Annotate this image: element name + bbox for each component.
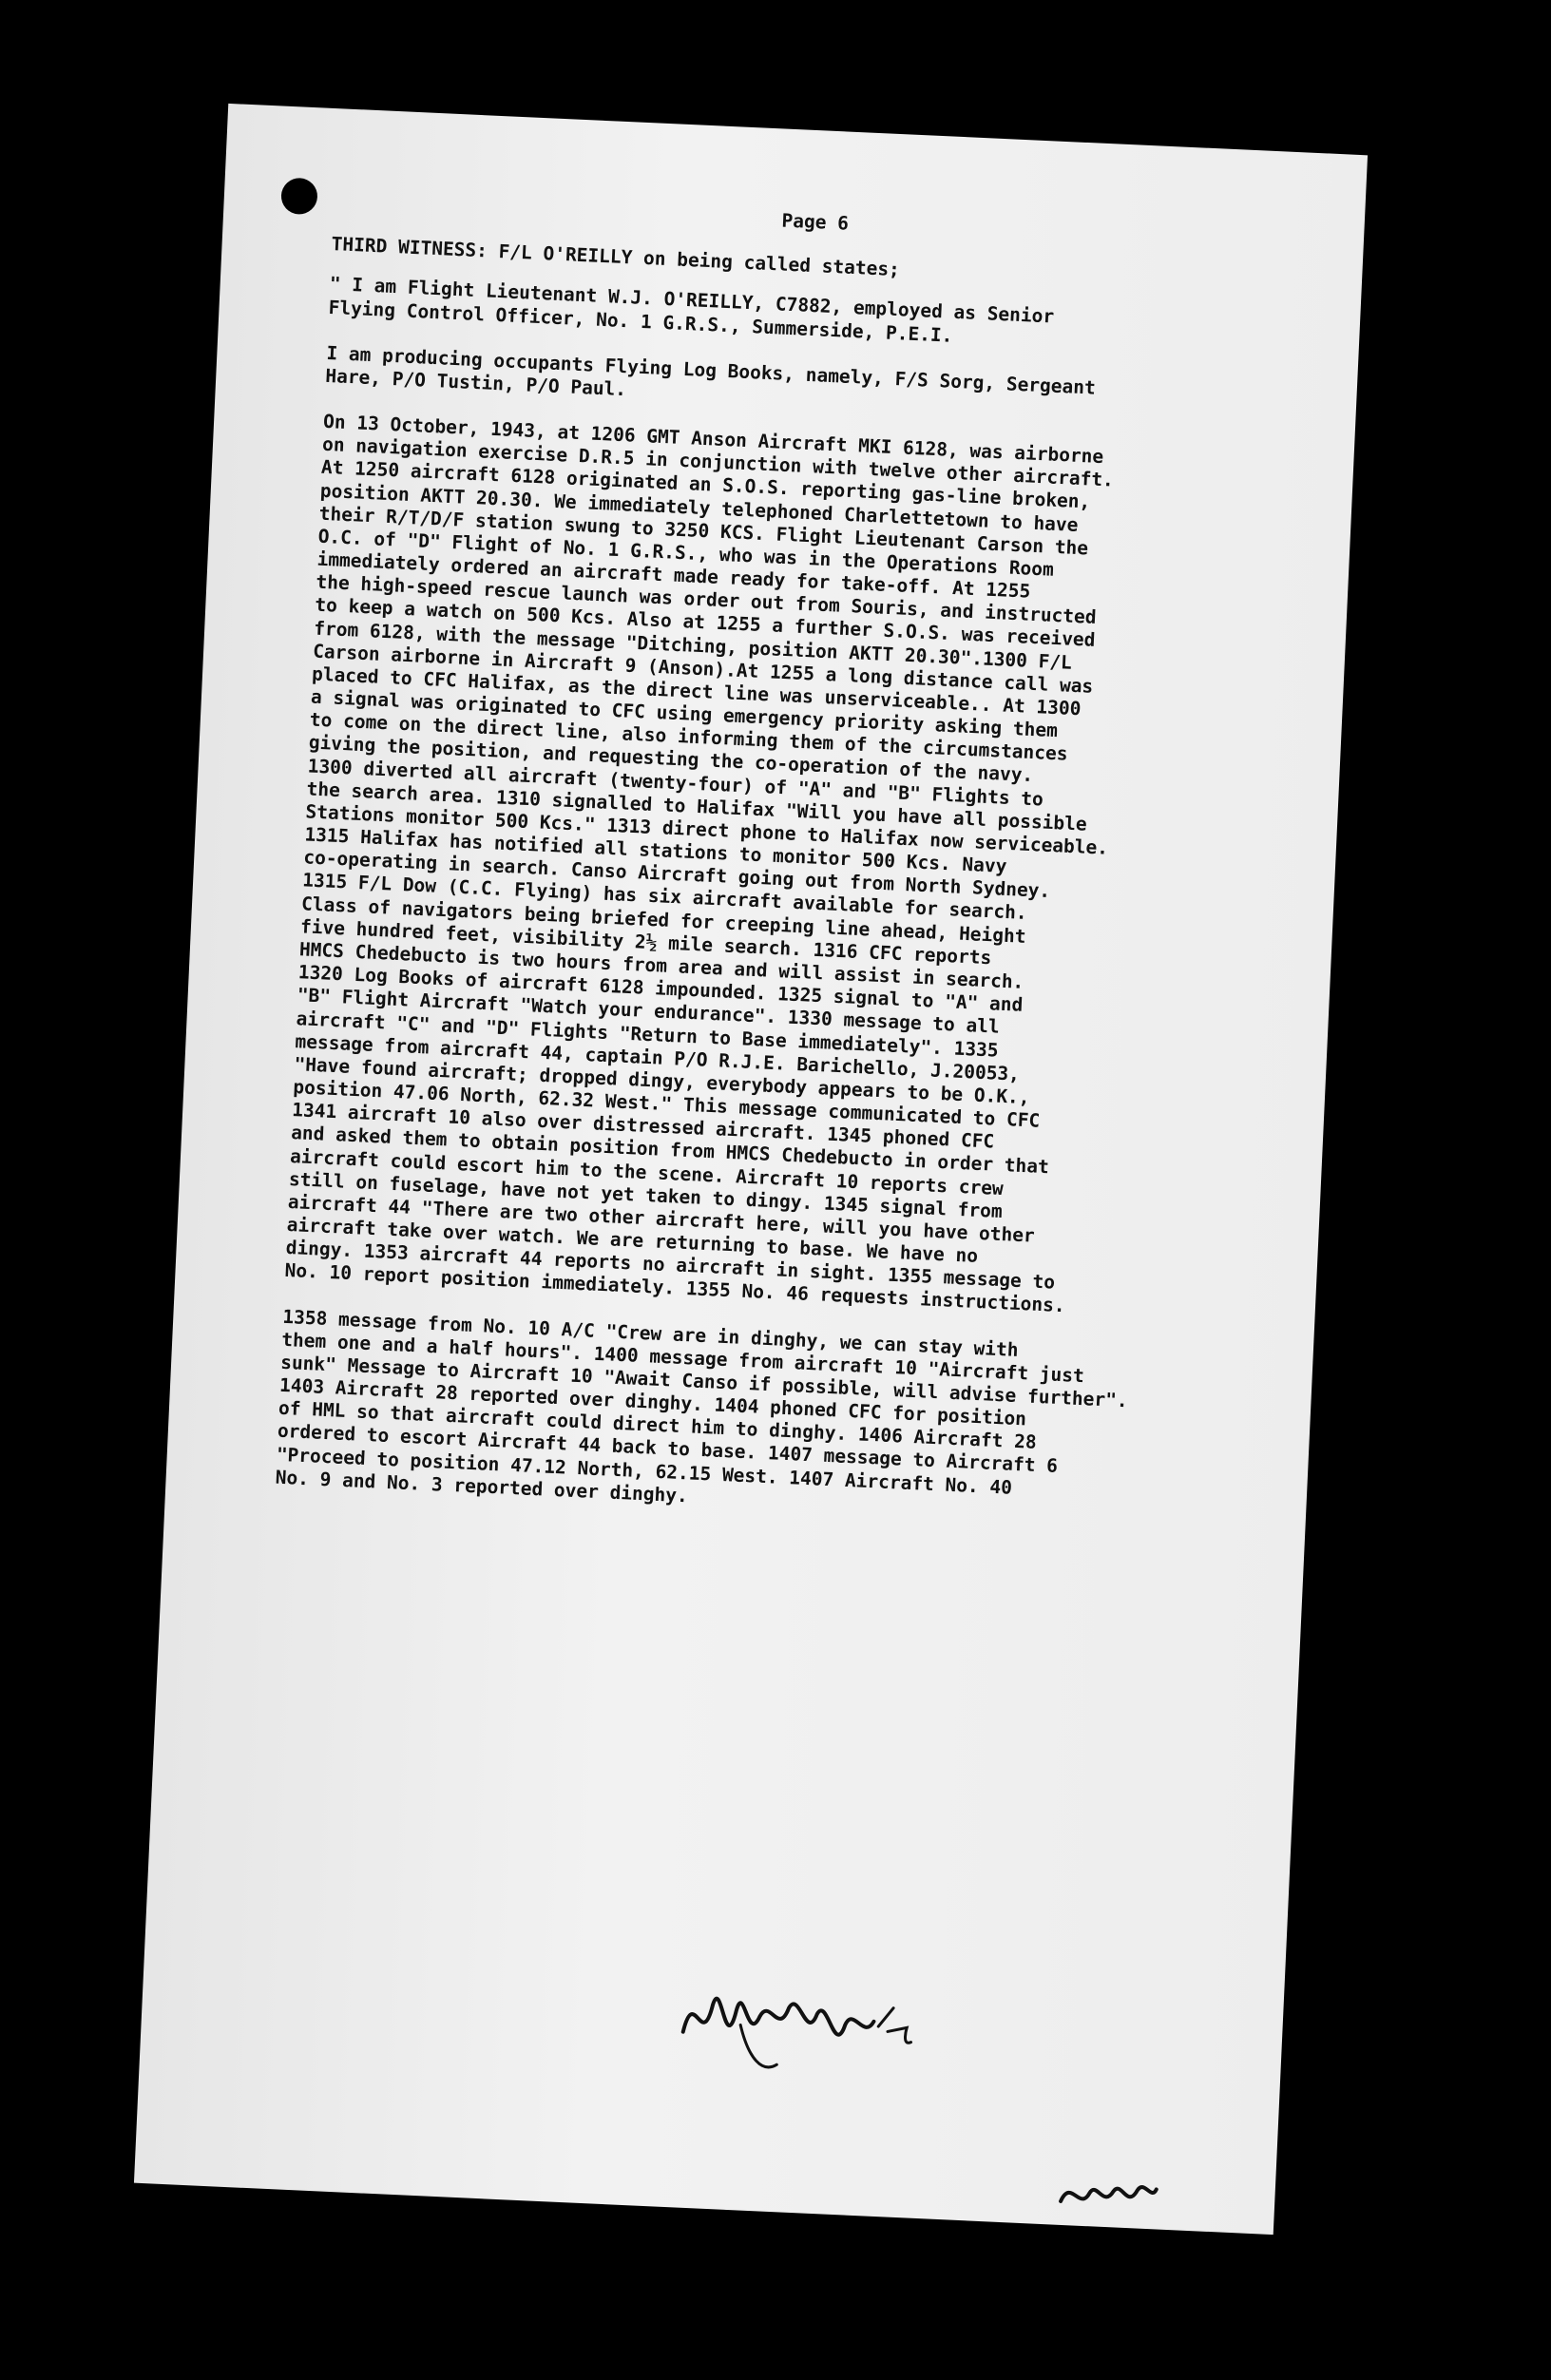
witness-heading: THIRD WITNESS: F/L O'REILLY on being called states; [331,233,901,281]
punch-hole [280,178,318,216]
handwritten-initials [1055,2168,1161,2220]
document-page [134,104,1368,2235]
handwritten-signature [671,1965,923,2090]
statement-paragraph: " I am Flight Lieutenant W.J. O'REILLY, C7882, employed as Senior Flying Control Officer, No. 1 G.R.S., Summerside, P.E.I. [328,273,1055,347]
page-number: Page 6 [781,209,850,235]
statement-paragraph: I am producing occupants Flying Log Books, namely, F/S Sorg, Sergeant Hare, P/O Tustin, P/O Paul. [324,341,1097,401]
statement-paragraph: On 13 October, 1943, at 1206 GMT Anson Aircraft MKI 6128, was airborne on navigation exercise D.R.5 in conjunction with twelve other aircraft. At 1250 aircraft 6128 originated an S.O.S. reporting gas-line broken, position AKTT 20.30. We immediately telephoned Charlettetown to have their R/T/D/F station swung to 3250 KCS. Flight Lieutenant Carson the O.C. of "D" Flight of No. 1 G.R.S., who was in the Operations Room immediately ordered an aircraft made ready for take-off. At 1255 the high-speed rescue launch was order out from Souris, and instructed to keep a watch on 500 Kcs. Also at 1255 a further S.O.S. was received from 6128, with the message "Ditching, position AKTT 20.30".1300 F/L Carson airborne in Aircraft 9 (Anson).At 1255 a long distance call was placed to CFC Halifax, as the direct line was unserviceable.. At 1300 a signal was originated to CFC using emergency priority asking them to come on the direct line, also informing them of the circumstances giving the position, and requesting the co-operation of the navy. 1300 diverted all aircraft (twenty-four) of "A" and "B" Flights to the search area. 1310 signalled to Halifax "Will you have all possible Stations monitor 500 Kcs." 1313 direct phone to Halifax now serviceable. 1315 Halifax has notified all stations to monitor 500 Kcs. Navy co-operating in search. Canso Aircraft going out from North Sydney. 1315 F/L Dow (C.C. Flying) has six aircraft available for search. Class of navigators being briefed for creeping line ahead, Height five hundred feet, visibility 2½ mile search. 1316 CFC reports HMCS Chedebucto is two hours from area and will assist in search. 1320 Log Books of aircraft 6128 impounded. 1325 signal to "A" and "B" Flight Aircraft "Watch your endurance". 1330 message to all aircraft "C" and "D" Flights "Return to Base immediately". 1335 message from aircraft 44, captain P/O R.J.E. Barichello, J.20053, "Have found aircraft; dropped dingy, everybody appears to be O.K., position 47.06 North, 62.32 West." This message communicated to CFC 1341 aircraft 10 also over distressed aircraft. 1345 phoned CFC and asked them to obtain position from HMCS Chedebucto in order that aircraft could escort him to the scene. Aircraft 10 reports crew still on fuselage, have not yet taken to dingy. 1345 signal from aircraft 44 "There are two other aircraft here, will you have other aircraft take over watch. We are returning to base. We have no dingy. 1353 aircraft 44 reports no aircraft in sight. 1355 message to No. 10 report position immediately. 1355 No. 46 requests instructions. [284,410,1115,1317]
statement-paragraph: 1358 message from No. 10 A/C "Crew are in dinghy, we can stay with them one and a half hours". 1400 message from aircraft 10 "Aircraft just sunk" Message to Aircraft 10 "Await Canso if possible, will advise further". 1403 Aircraft 28 reported over dinghy. 1404 phoned CFC for position of HML so that aircraft could direct him to dinghy. 1406 Aircraft 28 ordered to escort Aircraft 44 back to base. 1407 message to Aircraft 6 "Proceed to position 47.12 North, 62.15 West. 1407 Aircraft No. 40 No. 9 and No. 3 reported over dinghy. [275,1305,1129,1507]
